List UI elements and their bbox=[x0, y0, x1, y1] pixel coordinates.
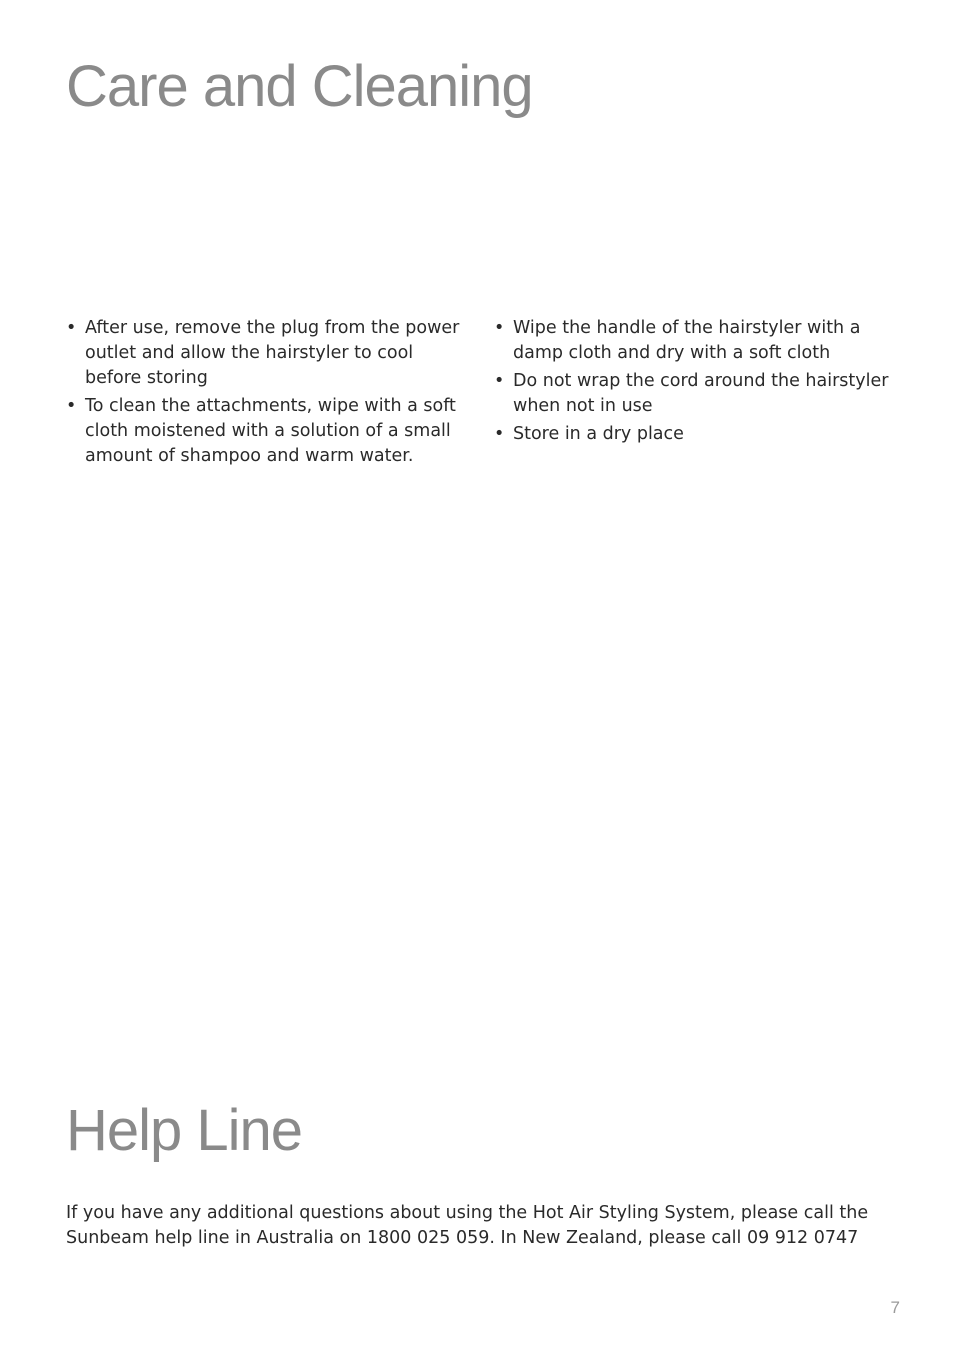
bullet-icon: • bbox=[494, 424, 505, 444]
care-item-text: To clean the attachments, wipe with a soft cloth moistened with a solution of a small amount of shampoo and warm water. bbox=[85, 396, 456, 466]
care-and-cleaning-heading: Care and Cleaning bbox=[66, 54, 533, 119]
care-item-text: Store in a dry place bbox=[513, 424, 684, 444]
help-line-text: If you have any additional questions about using the Hot Air Styling System, please call the bbox=[66, 1203, 869, 1223]
page-number: 7 bbox=[890, 1298, 900, 1317]
care-item-text: Wipe the handle of the hairstyler with a damp cloth and dry with a soft cloth bbox=[513, 318, 861, 363]
care-item-text: Do not wrap the cord around the hairstyler when not in use bbox=[513, 371, 889, 416]
bullet-icon: • bbox=[494, 371, 505, 391]
bullet-icon: • bbox=[66, 318, 77, 338]
help-line-paragraph bbox=[66, 1201, 926, 1251]
care-item bbox=[494, 316, 894, 366]
care-item bbox=[66, 394, 466, 469]
care-item bbox=[66, 316, 466, 391]
care-list-left bbox=[66, 316, 466, 472]
bullet-icon: • bbox=[66, 396, 77, 416]
help-line-heading: Help Line bbox=[66, 1098, 303, 1163]
care-list-right bbox=[494, 316, 894, 450]
care-item-text: After use, remove the plug from the power outlet and allow the hairstyler to cool before storing bbox=[85, 318, 460, 388]
care-item bbox=[494, 422, 894, 447]
care-item bbox=[494, 369, 894, 419]
bullet-icon: • bbox=[494, 318, 505, 338]
help-line-text: Sunbeam help line in Australia on 1800 025 059. In New Zealand, please call 09 912 0747 bbox=[66, 1228, 859, 1248]
